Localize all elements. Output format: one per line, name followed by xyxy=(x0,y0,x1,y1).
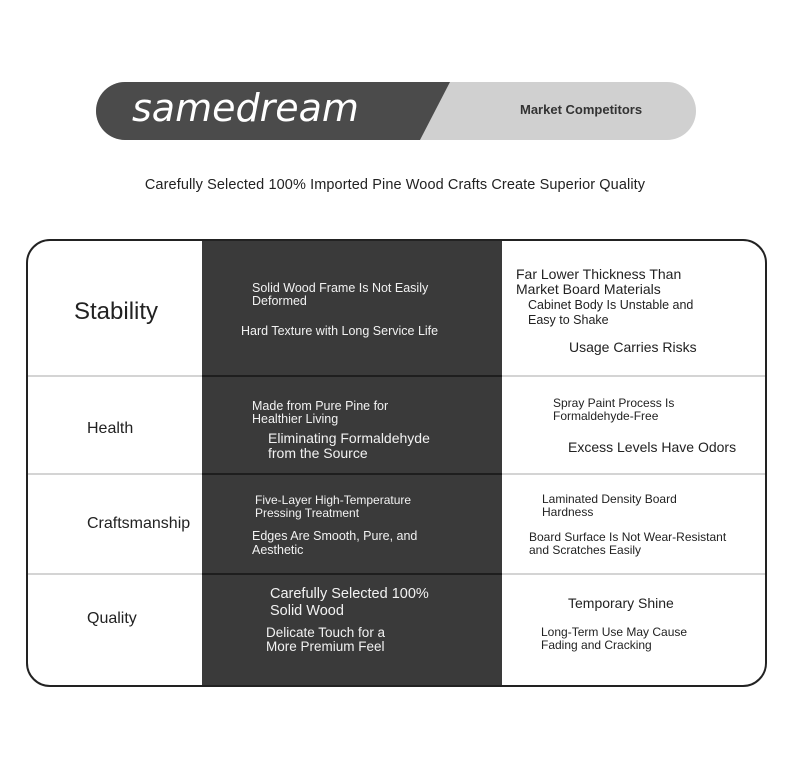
con-text: Usage Carries Risks xyxy=(569,339,697,355)
pro-text: Delicate Touch for a More Premium Feel xyxy=(266,625,386,655)
pro-text: Made from Pure Pine for Healthier Living xyxy=(252,399,389,427)
con-text: Spray Paint Process Is Formaldehyde-Free xyxy=(553,396,675,423)
pro-text: Edges Are Smooth, Pure, and Aesthetic xyxy=(252,529,418,558)
row-divider xyxy=(28,473,765,475)
row-label-health: Health xyxy=(87,420,134,437)
con-text: Far Lower Thickness Than Market Board Materials xyxy=(516,266,682,297)
pro-text: Hard Texture with Long Service Life xyxy=(241,324,439,338)
pro-text: Five-Layer High-Temperature Pressing Treatment xyxy=(255,493,412,520)
tagline: Carefully Selected 100% Imported Pine Wood Crafts Create Superior Quality xyxy=(144,177,646,193)
con-text: Long-Term Use May Cause Fading and Cracking xyxy=(541,625,688,652)
row-label-quality: Quality xyxy=(87,610,137,627)
pro-text: Solid Wood Frame Is Not Easily Deformed xyxy=(252,281,429,309)
comparison-table xyxy=(26,239,767,687)
pro-text: Carefully Selected 100% Solid Wood xyxy=(270,586,429,619)
pro-text: Eliminating Formaldehyde from the Source xyxy=(268,430,430,461)
con-text: Board Surface Is Not Wear-Resistant and Scratches Easily xyxy=(529,530,727,557)
brand-logo: samedream xyxy=(132,86,359,130)
row-divider xyxy=(28,375,765,377)
brand-header xyxy=(96,82,696,140)
row-label-craftsmanship: Craftsmanship xyxy=(87,515,191,532)
con-text: Cabinet Body Is Unstable and Easy to Shake xyxy=(528,298,694,327)
con-text: Temporary Shine xyxy=(568,595,674,611)
con-text: Laminated Density Board Hardness xyxy=(542,492,677,519)
con-text: Excess Levels Have Odors xyxy=(568,439,737,455)
competitors-label: Market Competitors xyxy=(520,102,643,117)
row-divider xyxy=(28,573,765,575)
row-label-stability: Stability xyxy=(74,298,159,325)
